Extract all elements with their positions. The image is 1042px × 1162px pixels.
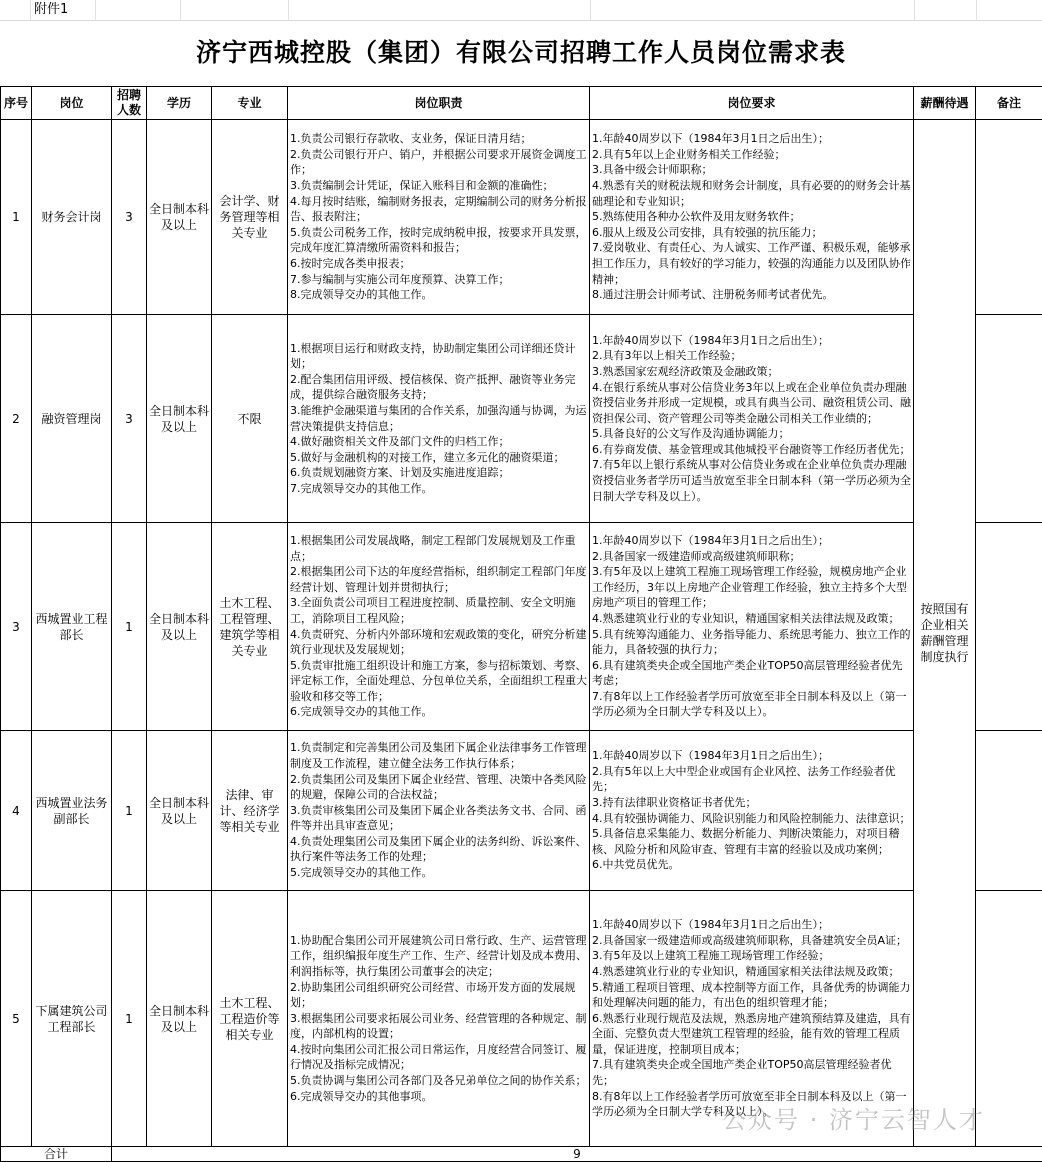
- education: 全日制本科及以上: [147, 523, 212, 731]
- hire-count: 1: [112, 523, 147, 731]
- grid-line: [180, 0, 181, 20]
- duties-cell: [288, 315, 590, 523]
- note-cell: [976, 315, 1042, 523]
- requirement-item: 7.具有建筑类央企或全国地产类企业TOP50高层管理经验者优先；: [592, 1057, 911, 1088]
- grid-line: [30, 0, 31, 20]
- requirement-item: 2.具备国家一级建造师或高级建筑师职称；: [592, 549, 911, 565]
- duty-item: 5.负责协调与集团公司各部门及各兄弟单位之间的协作关系；: [290, 1073, 587, 1089]
- requirement-item: 8.通过注册会计师考试、注册税务师考试者优先。: [592, 287, 911, 303]
- duties-cell: [288, 120, 590, 315]
- header-count: 招聘人数: [112, 87, 147, 120]
- duty-item: 7.参与编制与实施公司年度预算、决算工作；: [290, 272, 587, 288]
- duty-item: 1.协助配合集团公司开展建筑公司日常行政、生产、运营管理工作，组织编报年度生产工作、生产、经营计划及成本费用、利润指标等，执行集团公司董事会的决定；: [290, 933, 587, 980]
- table-row: [1, 315, 1042, 523]
- note-cell: [976, 731, 1042, 891]
- duty-item: 3.能维护金融渠道与集团的合作关系，加强沟通与协调，为运营决策提供支持信息；: [290, 403, 587, 434]
- education: 全日制本科及以上: [147, 731, 212, 891]
- grid-line: [95, 0, 96, 20]
- duty-item: 3.负责审核集团公司及集团下属企业各类法务文书、合同、函件等并出具审查意见；: [290, 803, 587, 834]
- header-note: 备注: [976, 87, 1042, 120]
- major: 土木工程、工程管理、建筑学等相关专业: [212, 523, 288, 731]
- page-title: 济宁西城控股（集团）有限公司招聘工作人员岗位需求表: [0, 22, 1042, 84]
- grid-line: [590, 0, 591, 20]
- requirement-item: 1.年龄40周岁以下（1984年3月1日之后出生）；: [592, 333, 911, 349]
- hire-count: 1: [112, 891, 147, 1147]
- requirement-item: 4.在银行系统从事对公信贷业务3年以上或在企业单位负责办理融资授信业务并形成一定规模，或具有典当公司、融资租赁公司、融资担保公司、资产管理公司等类金融公司相关工作业绩的；: [592, 380, 911, 427]
- requirement-item: 7.有5年以上银行系统从事对公信贷业务或在企业单位负责办理融资授信业务者学历可适当放宽至非全日制本科（第一学历必须为全日制大学专科及以上）。: [592, 457, 911, 504]
- total-label: 合计: [1, 1147, 112, 1162]
- requirement-item: 4.具有较强协调能力、风险识别能力和风险控制能力、法律意识；: [592, 811, 911, 827]
- duty-item: 4.按时向集团公司汇报公司日常运作，月度经营合同签订、履行情况及指标完成情况；: [290, 1042, 587, 1073]
- total-row: [1, 1147, 1042, 1162]
- duty-item: 4.做好融资相关文件及部门文件的归档工作；: [290, 434, 587, 450]
- requirements-cell: [590, 731, 914, 891]
- requirement-item: 6.熟悉行业现行规范及法规，熟悉房地产建筑预结算及建造，具有全面、完整负责大型建筑工程管理的经验，能有效的管理工程质量，保证进度，控制项目成本；: [592, 1011, 911, 1058]
- watermark: 公众号 · 济宁云智人才: [722, 1100, 985, 1135]
- duty-item: 6.按时完成各类申报表；: [290, 256, 587, 272]
- requirement-item: 6.具有建筑类央企或全国地产类企业TOP50高层管理经验者优先考虑；: [592, 658, 911, 689]
- table-row: [1, 731, 1042, 891]
- row-number: 3: [1, 523, 32, 731]
- requirement-item: 3.熟悉国家宏观经济政策及金融政策；: [592, 364, 911, 380]
- post-name: 财务会计岗: [32, 120, 112, 315]
- requirement-item: 4.熟悉建筑业行业的专业知识，精通国家相关法律法规及政策；: [592, 964, 911, 980]
- requirement-item: 2.具备国家一级建造师或高级建筑师职称，具备建筑安全员A证；: [592, 933, 911, 949]
- requirement-item: 6.服从上级及公司安排，具有较强的抗压能力；: [592, 225, 911, 241]
- grid-line: [976, 0, 977, 20]
- note-cell: [976, 120, 1042, 315]
- requirement-item: 1.年龄40周岁以下（1984年3月1日之后出生）；: [592, 533, 911, 549]
- post-name: 西城置业法务副部长: [32, 731, 112, 891]
- duty-item: 6.负责规划融资方案、计划及实施进度追踪；: [290, 465, 587, 481]
- education: 全日制本科及以上: [147, 891, 212, 1147]
- duty-item: 1.负责制定和完善集团公司及集团下属企业法律事务工作管理制度及工作流程，建立健全法务工作执行体系；: [290, 740, 587, 771]
- hire-count: 3: [112, 120, 147, 315]
- header-reqs: 岗位要求: [590, 87, 914, 120]
- duty-item: 1.根据集团公司发展战略，制定工程部门发展规划及工作重点；: [290, 533, 587, 564]
- duties-cell: [288, 523, 590, 731]
- row-number: 4: [1, 731, 32, 891]
- grid-line: [914, 0, 915, 20]
- requirement-item: 1.年龄40周岁以下（1984年3月1日之后出生）；: [592, 748, 911, 764]
- hire-count: 1: [112, 731, 147, 891]
- header-major: 专业: [212, 87, 288, 120]
- duty-item: 5.负责公司税务工作，按时完成纳税申报，按要求开具发票，完成年度汇算清缴所需资料和报告；: [290, 225, 587, 256]
- requirement-item: 8.有8年以上工作经验者学历可放宽至非全日制本科及以上（第一学历必须为全日制大学专科及以上）。: [592, 1089, 911, 1120]
- row-number: 5: [1, 891, 32, 1147]
- requirement-item: 3.持有法律职业资格证书者优先；: [592, 795, 911, 811]
- post-name: 融资管理岗: [32, 315, 112, 523]
- requirement-item: 1.年龄40周岁以下（1984年3月1日之后出生）；: [592, 917, 911, 933]
- note-cell: [976, 523, 1042, 731]
- requirement-item: 1.年龄40周岁以下（1984年3月1日之后出生）；: [592, 131, 911, 147]
- pay-cell: 按照国有企业相关薪酬管理制度执行: [914, 120, 976, 1147]
- header-pay: 薪酬待遇: [914, 87, 976, 120]
- duties-cell: [288, 731, 590, 891]
- hire-count: 3: [112, 315, 147, 523]
- duty-item: 8.完成领导交办的其他工作。: [290, 287, 587, 303]
- education: 全日制本科及以上: [147, 120, 212, 315]
- major: 土木工程、工程造价等相关专业: [212, 891, 288, 1147]
- header-duties: 岗位职责: [288, 87, 590, 120]
- requirements-cell: [590, 523, 914, 731]
- requirement-item: 4.熟悉有关的财税法规和财务会计制度，具有必要的的财务会计基础理论和专业知识；: [592, 178, 911, 209]
- table-row: [1, 120, 1042, 315]
- annex-label: 附件1: [34, 2, 68, 18]
- requirement-item: 2.具有5年以上大中型企业或国有企业风控、法务工作经验者优先；: [592, 764, 911, 795]
- education: 全日制本科及以上: [147, 315, 212, 523]
- requirement-item: 7.有8年以上工作经验者学历可放宽至非全日制本科及以上（第一学历必须为全日制大学专科及以上）。: [592, 689, 911, 720]
- requirement-item: 3.有5年及以上建筑工程施工现场管理工作经验；: [592, 948, 911, 964]
- duty-item: 3.负责编制会计凭证，保证入账科目和金额的准确性；: [290, 178, 587, 194]
- requirement-item: 5.具备良好的公文写作及沟通协调能力；: [592, 426, 911, 442]
- spreadsheet-grid-header: [0, 0, 1042, 21]
- major: 不限: [212, 315, 288, 523]
- table-row: [1, 523, 1042, 731]
- requirement-item: 7.爱岗敬业、有责任心、为人诚实、工作严谨、积极乐观，能够承担工作压力，具有较好的学习能力，较强的沟通能力以及团队协作精神；: [592, 240, 911, 287]
- duty-item: 1.根据项目运行和财政支持，协助制定集团公司详细还贷计划；: [290, 341, 587, 372]
- requirement-item: 2.具有5年以上企业财务相关工作经验；: [592, 147, 911, 163]
- header-post: 岗位: [32, 87, 112, 120]
- duty-item: 5.做好与金融机构的对接工作，建立多元化的融资渠道；: [290, 450, 587, 466]
- post-name: 下属建筑公司工程部长: [32, 891, 112, 1147]
- requirements-cell: [590, 120, 914, 315]
- requirement-item: 4.熟悉建筑业行业的专业知识，精通国家相关法律法规及政策；: [592, 611, 911, 627]
- post-name: 西城置业工程部长: [32, 523, 112, 731]
- total-value: 9: [112, 1147, 1042, 1162]
- requirement-item: 6.中共党员优先。: [592, 857, 911, 873]
- header-row: [1, 87, 1042, 120]
- requirement-item: 3.有5年及以上建筑工程施工现场管理工作经验，规模房地产企业工作经历，3年以上房地产企业管理工作经验，独立主持多个大型房地产项目的管理工作；: [592, 564, 911, 611]
- recruitment-table: [0, 86, 1042, 1162]
- requirement-item: 5.具备信息采集能力、数据分析能力、判断决策能力，对项目稽核、风险分析和风险审查、管理有丰富的经验以及成功案例；: [592, 826, 911, 857]
- duty-item: 4.负责处理集团公司及集团下属企业的法务纠纷、诉讼案件、执行案件等法务工作的处理；: [290, 834, 587, 865]
- requirement-item: 3.具备中级会计师职称；: [592, 162, 911, 178]
- duty-item: 2.负责集团公司及集团下属企业经营、管理、决策中各类风险的规避，保障公司的合法权益；: [290, 772, 587, 803]
- duty-item: 6.完成领导交办的其他事项。: [290, 1089, 587, 1105]
- duty-item: 3.全面负责公司项目工程进度控制、质量控制、安全文明施工，消除项目工程风险；: [290, 595, 587, 626]
- duty-item: 2.根据集团公司下达的年度经营指标，组织制定工程部门年度经营计划、管理计划并贯彻执行；: [290, 564, 587, 595]
- duty-item: 5.完成领导交办的其他工作。: [290, 865, 587, 881]
- duty-item: 1.负责公司银行存款收、支业务，保证日清月结；: [290, 131, 587, 147]
- duty-item: 5.负责审批施工组织设计和施工方案，参与招标策划、考察、评定标工作，全面处理总、分包单位关系，全面组织工程重大验收和移交等工作；: [290, 658, 587, 705]
- grid-line: [288, 0, 289, 20]
- header-edu: 学历: [147, 87, 212, 120]
- duty-item: 2.配合集团信用评级、授信核保、资产抵押、融资等业务完成，提供综合融资服务支持；: [290, 372, 587, 403]
- header-no: 序号: [1, 87, 32, 120]
- duty-item: 6.完成领导交办的其他工作。: [290, 704, 587, 720]
- requirement-item: 5.精通工程项目管理、成本控制等方面工作，具备优秀的协调能力和处理解决问题的能力，有出色的组织管理才能；: [592, 980, 911, 1011]
- duty-item: 2.协助集团公司组织研究公司经营、市场开发方面的发展规划；: [290, 980, 587, 1011]
- major: 法律、审计、经济学等相关专业: [212, 731, 288, 891]
- duty-item: 4.负责研究、分析内外部环境和宏观政策的变化，研究分析建筑行业现状及发展规划；: [290, 627, 587, 658]
- requirement-item: 5.熟练使用各种办公软件及用友财务软件；: [592, 209, 911, 225]
- table-body: [1, 120, 1042, 1162]
- requirements-cell: [590, 315, 914, 523]
- requirement-item: 5.具有统筹沟通能力、业务指导能力、系统思考能力、独立工作的能力，具备较强的执行力；: [592, 627, 911, 658]
- duty-item: 2.负责公司银行开户、销户，并根据公司要求开展资金调度工作；: [290, 147, 587, 178]
- requirement-item: 6.有券商发债、基金管理或其他城投平台融资等工作经历者优先；: [592, 442, 911, 458]
- duty-item: 4.每月按时结账，编制财务报表，定期编制公司的财务分析报告、报表附注；: [290, 194, 587, 225]
- note-cell: [976, 891, 1042, 1147]
- row-number: 2: [1, 315, 32, 523]
- major: 会计学、财务管理等相关专业: [212, 120, 288, 315]
- duty-item: 3.根据集团公司要求拓展公司业务、经营管理的各种规定、制度，内部机构的设置；: [290, 1011, 587, 1042]
- requirement-item: 2.具有3年以上相关工作经验；: [592, 348, 911, 364]
- duty-item: 7.完成领导交办的其他工作。: [290, 481, 587, 497]
- row-number: 1: [1, 120, 32, 315]
- duties-cell: [288, 891, 590, 1147]
